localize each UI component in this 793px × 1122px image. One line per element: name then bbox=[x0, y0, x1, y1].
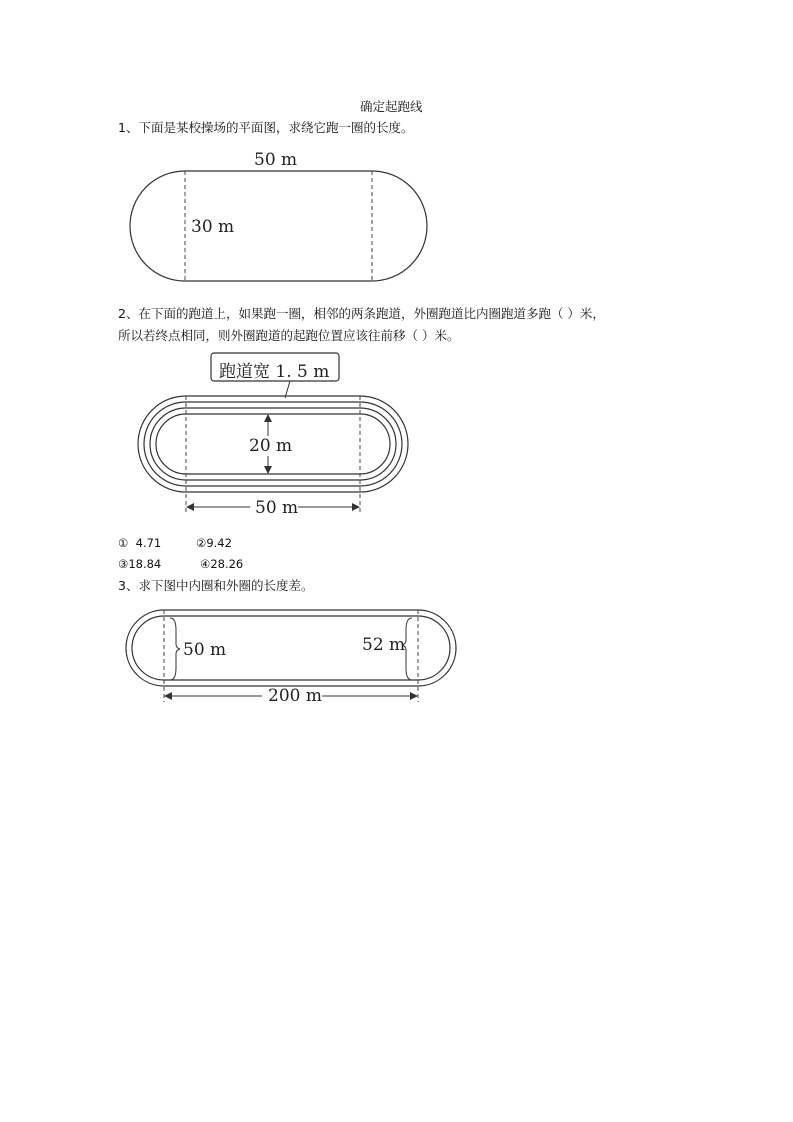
choice-1-mark: ① bbox=[118, 536, 129, 550]
q3-length-label: 200 m bbox=[268, 686, 322, 706]
question-2-line2: 所以若终点相同，则外圈跑道的起跑位置应该往前移（ ）米。 bbox=[118, 328, 460, 343]
choice-4-mark: ④ bbox=[200, 557, 211, 571]
choice-1-value: 4.71 bbox=[135, 536, 162, 550]
choice-2-value: 9.42 bbox=[206, 536, 232, 550]
choice-3-value: 18.84 bbox=[128, 557, 162, 571]
question-3-text: 3、求下图中内圈和外圈的长度差。 bbox=[118, 578, 314, 593]
choice-3-mark: ③ bbox=[118, 557, 129, 571]
q2-lane-width-label: 跑道宽 1. 5 m bbox=[219, 362, 330, 382]
question-2-line1: 2、在下面的跑道上，如果跑一圈，相邻的两条跑道，外圈跑道比内圈跑道多跑（ ）米， bbox=[118, 306, 605, 321]
question-1-text: 1、下面是某校操场的平面图，求绕它跑一圈的长度。 bbox=[118, 120, 414, 135]
q2-width-label: 20 m bbox=[249, 436, 293, 456]
q3-inner-label: 50 m bbox=[183, 640, 227, 660]
q2-length-label: 50 m bbox=[255, 498, 299, 518]
q1-length-label: 50 m bbox=[254, 150, 298, 170]
choice-4-value: 28.26 bbox=[210, 557, 244, 571]
page-title: 确定起跑线 bbox=[360, 99, 423, 114]
choice-2-mark: ② bbox=[196, 536, 207, 550]
q1-width-label: 30 m bbox=[191, 217, 235, 237]
q3-outer-label: 52 m bbox=[362, 635, 406, 655]
